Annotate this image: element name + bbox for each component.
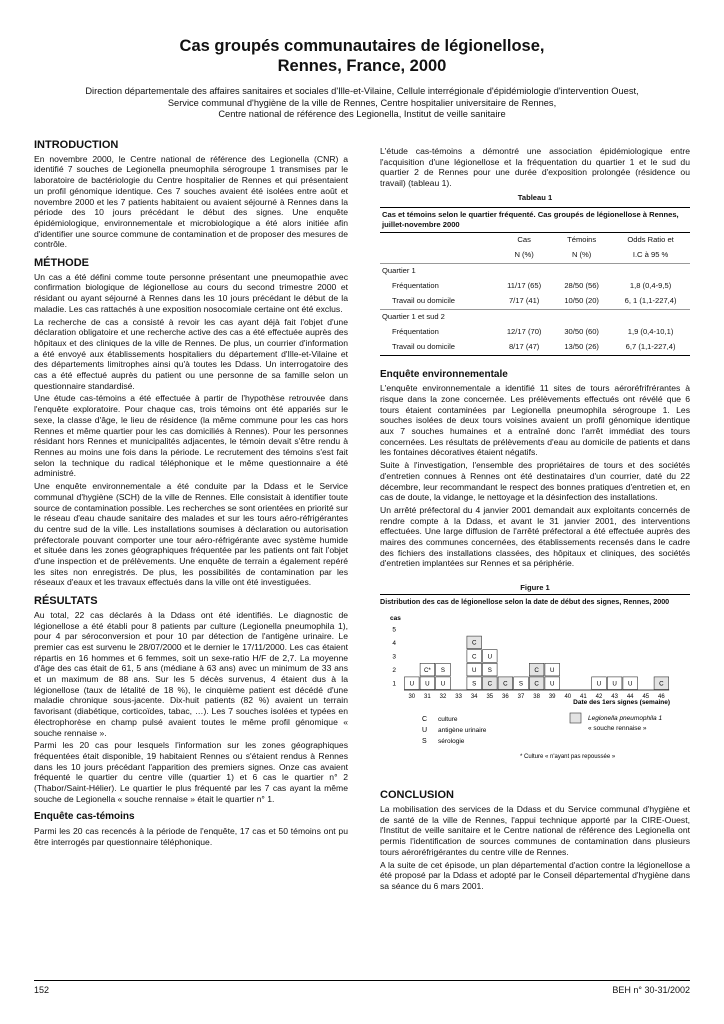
page-number: 152 (34, 985, 50, 995)
x-tick-label: 37 (517, 693, 525, 700)
x-tick-label: 33 (455, 693, 462, 700)
affiliation-line: Service communal d'hygiène de la ville de Rennes, Centre hospitalier universitaire de Rennes, (167, 97, 557, 108)
x-tick-label: 39 (548, 693, 556, 700)
right-intro-paragraph: L'étude cas-témoins a démontré une association épidémiologique entre l'acquisition d'une légionellose et la fréquentation du quartier 1 et le sud du quartier 2 de Rennes pour une durée d'exposition prolongée (résidence ou travail) (tableau 1). (380, 146, 690, 189)
legend-label: culture (438, 715, 458, 723)
table-caption: Tableau 1 (517, 192, 553, 202)
case-box-label: C (503, 680, 508, 688)
table-row: Fréquentation 11/17 (65) 28/50 (56) 1,8 (0,4-9,5) (392, 280, 672, 290)
case-box-label: U (471, 666, 477, 674)
intro-paragraph: En novembre 2000, le Centre national de référence des Legionella (CNR) a identifié 7 souches de Legionella pneumophila sérogroupe 1 transmises par le laboratoire de bactériologie du Centre hospitalier de Rennes et qui présentaient un profil génomique identique. Ces 7 souches avaient été isolées entre août et novembre 2000 et les 7 patients habitaient ou avaient séjourné à Rennes dans la période des 10 jours précédant le début des signes. Une enquête épidémiologique, environnementale et microbiologique a été alors initiée afin d'identifier une source commune de contamination et de proposer des mesures de contrôle. (34, 153, 348, 250)
y-tick-label: 4 (392, 639, 396, 647)
x-tick-label: 42 (595, 693, 603, 700)
legend-highlight-swatch (570, 713, 581, 723)
y-tick-label: 5 (392, 625, 396, 633)
y-tick-label: 3 (392, 653, 396, 661)
x-tick-label: 41 (580, 693, 587, 700)
case-box-label: C (471, 652, 477, 660)
y-tick-label: 1 (392, 680, 396, 688)
table-col-head: Témoins (567, 234, 597, 244)
left-column (34, 140, 348, 850)
case-box-label: S (472, 680, 477, 688)
legend-highlight-label: Legionella pneumophila 1 (588, 714, 663, 722)
table-col-head: Odds Ratio et (627, 234, 674, 244)
case-box-label: U (487, 652, 493, 660)
figure-caption: Figure 1 (520, 583, 550, 593)
epidemic-curve-chart (380, 610, 690, 788)
case-box-label: C (487, 680, 493, 688)
page-title (0, 36, 724, 76)
conclusion-heading: CONCLUSION (380, 789, 454, 802)
x-tick-label: 34 (470, 693, 478, 700)
table-row: Fréquentation 12/17 (70) 30/50 (60) 1,9 (0,4-10,1) (392, 326, 674, 336)
case-box-label: C (471, 639, 477, 647)
enquete-ct-paragraph: Parmi les 20 cas recencés à la période de l'enquête, 17 cas et 50 témoins ont pu être interrogés par questionnaire téléphonique. (34, 826, 348, 847)
table-col-sub: I.C à 95 % (632, 249, 669, 259)
title-line-2: Rennes, France, 2000 (277, 57, 447, 75)
enquete-env-paragraph: Un arrêté préfectoral du 4 janvier 2001 demandait aux exploitants concernés de rendre compte à la Ddass, et avant le 31 janvier 2001, des interventions effectuées. Une large diffusion de l'arrêté préfectoral a été effectuée auprès des maires des communes concernées, des établissements recensés dans le cadre des fichiers des installations classées, des hôpitaux et cliniques, des sociétés d'entretien implantées sur Rennes et sa périphérie. (380, 504, 690, 569)
table-group-label: Quartier 1 (380, 263, 690, 279)
enquete-env-heading: Enquête environnementale (380, 368, 508, 380)
methode-paragraph: Une enquête environnementale a été conduite par la Ddass et le Service communal d'hygiène (SCH) de la ville de Rennes. Elle consistait à identifier toute source de contamination possible. Les recherches se sont orientées en priorité sur le réseau d'eau chaude sanitaire des malades et sur les tours aéro-réfrigérantes du centre sud de la ville. Les installations soumises à déclaration ou autorisation préfectorale pouvant comporter une tour aéro-réfrigérante avec système humide et située dans les zones géographiques fréquentée par les patients ont fait l'objet d'une inspection et de prélèvements. Une enquête de terrain a également repéré les sites non enregistrés. De plus, les possibilités de contamination par les réseaux d'eaux et les travaux effectués dans la ville ont été investiguées. (34, 481, 348, 588)
x-tick-label: 35 (486, 693, 494, 700)
case-box-label: C* (423, 666, 431, 674)
case-box-label: C (534, 666, 539, 674)
x-tick-label: 45 (642, 693, 650, 700)
x-tick-label: 30 (408, 693, 416, 700)
legend-label: sérologie (438, 737, 465, 745)
case-box-label: S (518, 680, 524, 688)
affiliation-line: Direction départementale des affaires sanitaires et sociales d'Ille-et-Vilaine, Cellule interrégionale d'épidémiologie d'intervention Ouest, (85, 86, 639, 96)
methode-paragraph: La recherche de cas a consisté à revoir les cas ayant déjà fait l'objet d'une déclaration obligatoire et une recherche active des cas a été effectuée auprès des hôpitaux et des cliniques de la ville de Rennes. De plus, un courrier d'information a été envoyé aux établissements hospitaliers du département d'Ille-et-Vilaine et des départements limitrophes ainsi qu'à toutes les Ddass. Un interrogatoire des cas a été effectué auprès du patient ou une personne de sa famille selon un questionnaire standardisé. (34, 316, 348, 391)
legend-code: U (422, 726, 428, 734)
x-axis-label: Date des 1ers signes (semaine) (573, 698, 670, 706)
case-box-label: C (534, 680, 539, 688)
journal-reference: BEH n° 30-31/2002 (612, 985, 690, 995)
enquete-env-paragraph: L'enquête environnementale a identifié 11 sites de tours aéroréfrifrérantes à risque dans la zone concernée. Les prélèvements effectués ont révélé que 6 tours étaient contaminées par Legionella pneumophila sérogroupe 1. Les souches isolées de deux tours voisines avaient un profil génomique identique aux 7 souches humaines et a entraîné donc l'arrêt immédiat des tours concernées. Les résultats de prélèvements d'eau au domicile de patients et dans les fontaines décoratives étaient négatifs. (380, 383, 690, 458)
table-col-sub: N (%) (514, 249, 534, 259)
case-box-label: U (627, 680, 633, 688)
methode-paragraph: Une étude cas-témoins a été effectuée à partir de l'hypothèse retrouvée dans l'enquête exploratoire. Pour chaque cas, trois témoins ont été appariés sur le sexe, la classe d'âge, le lieu de résidence (la même commune pour les cas hors Rennes et même quartier pour les cas domiciliés à Rennes). Pour les personnes résidant hors Rennes et municipalités adjacentes, le témoin devait s'être rendu à Rennes au moins une fois dans la période. Le recrutement des témoins s'est fait selon la technique du radical téléphonique et le même questionnaire a été administré. (34, 393, 348, 479)
methode-paragraph: Un cas a été défini comme toute personne présentant une pneumopathie avec confirmation biologique de légionellose au cours du second trimestre 2000 et résidant ou ayant séjourné à Rennes dans les 10 jours précédant le début de la maladie. Les cas rattachés à une exposition nosocomiale certaine ont été exclus. (34, 271, 348, 314)
legend-label: antigène urinaire (438, 726, 487, 734)
conclusion-paragraph: La mobilisation des services de la Ddass et du Service communal d'hygiène et de santé de la ville de Rennes, l'appui technique apporté par la CIRE-Ouest, l'Institut de veille sanitaire et le Centre national de référence des Legionella ont permis l'identification de sources communes de contamination dans plusieurs tours aéroréfrigérantes du centre ville de Rennes. (380, 803, 690, 857)
case-box-label: U (409, 680, 415, 688)
conclusion-paragraph: A la suite de cet épisode, un plan départemental d'action contre la légionellose a été proposé par la Ddass et adopté par le Conseil départemental d'hygiène dans sa séance du 6 mars 2001. (380, 859, 690, 891)
title-line-1: Cas groupés communautaires de légionellose, (179, 37, 545, 55)
affiliations (30, 86, 694, 121)
legend-code: S (422, 737, 427, 745)
table-col-head: Cas (517, 234, 531, 244)
x-tick-label: 36 (502, 693, 509, 700)
intro-heading: INTRODUCTION (34, 139, 119, 151)
x-tick-label: 32 (439, 693, 447, 700)
enquete-ct-heading: Enquête cas-témoins (34, 811, 135, 823)
x-tick-label: 46 (658, 693, 665, 700)
x-tick-label: 43 (611, 693, 618, 700)
case-box-label: S (487, 666, 492, 674)
affiliation-line: Centre national de référence des Legionella, Institut de veille sanitaire (218, 109, 506, 119)
table-col-sub: N (%) (571, 249, 592, 259)
legend-highlight-label: « souche rennaise » (588, 724, 647, 732)
case-box-label: C (659, 680, 664, 688)
x-tick-label: 31 (424, 693, 431, 700)
enquete-env-paragraph: Suite à l'investigation, l'ensemble des propriétaires de tours et des sociétés d'entretien connues à Rennes ont été destinataires d'un courrier, daté du 22 décembre, leur recommandant le respect des bonnes pratiques d'entretien et, en cas de doute, la vidange, le nettoyage et la désinfection des installations. (380, 460, 690, 503)
case-box-label: U (596, 680, 602, 688)
figure-title: Distribution des cas de légionellose selon la date de début des signes, Rennes, 2000 (380, 594, 690, 610)
case-box-label: U (612, 680, 617, 688)
case-box-label: U (549, 666, 555, 674)
y-tick-label: 2 (392, 666, 396, 674)
x-tick-label: 40 (564, 693, 572, 700)
resultats-paragraph: Au total, 22 cas déclarés à la Ddass ont été identifiés. Le diagnostic de légionellose a été établi pour 8 patients par culture (Legionella pneumophila 1), pour 4 par séroconversion et pour 10 par détection de l'antigène urinaire. Le premier cas est survenu le 28/07/2000 et le dernier le 17/11/2000. Les cas étaient répartis en 16 hommes et 6 femmes, soit un sexe-ratio H/F de 2,7. La moyenne d'âge des cas était de 61, 5 ans (médiane à 63 ans) avec un minimum de 33 ans et un maximum de 88 ans. Sur les 5 décès survenus, 4 étaient dus à la légionellose (taux de létalité de 18 %), le cinquième patient est décédé d'une maladie chronique sous-jacente. Dix-huit patients (82 %) avaient un terrain favorisant (diabétique, corticoïdes, tabac, …). Les 7 souches isolées et typées en électrophorèse en champ pulsé avaient toutes le même profil génomique « souche rennaise ». (34, 609, 348, 738)
table-group-label: Quartier 1 et sud 2 (380, 309, 690, 325)
table-title: Cas et témoins selon le quartier fréquenté. Cas groupés de légionellose à Rennes, juillet-novembre 2000 (380, 207, 690, 232)
figure-1 (380, 583, 690, 790)
case-box-label: S (440, 666, 446, 674)
table-1 (380, 207, 690, 356)
resultats-paragraph: Parmi les 20 cas pour lesquels l'information sur les zones géographiques fréquentées était disponible, 19 habitaient Rennes ou s'étaient rendus à Rennes dans les 10 jours précédant l'apparition des premiers signes. Onze cas avaient fréquenté le quartier du centre ville (quartier 1) et 6 cas le quartier n° 2 (Thabor/Saint-Hélier). Le quartier le plus fréquenté par les 7 cas ayant la même souche de Legionella « souche rennaise » était le quartier n° 1. (34, 740, 348, 804)
case-box-label: U (549, 680, 555, 688)
resultats-heading: RÉSULTATS (34, 595, 98, 608)
legend-code: C (422, 715, 428, 723)
right-column (380, 146, 690, 894)
case-box-label: U (440, 680, 446, 688)
methode-heading: MÉTHODE (34, 257, 89, 270)
legend (422, 713, 662, 745)
figure-footnote: * Culture « n'ayant pas repoussée » (520, 753, 616, 760)
y-axis-label: cas (390, 614, 401, 622)
x-tick-label: 44 (626, 693, 634, 700)
table-row: Travail ou domicile 8/17 (47) 13/50 (26) 6,7 (1,1-227,4) (380, 340, 690, 356)
case-box-label: U (425, 680, 430, 688)
x-tick-label: 38 (533, 693, 540, 700)
page-footer (34, 980, 690, 995)
table-row: Travail ou domicile 7/17 (41) 10/50 (20) 6, 1 (1,1-227,4) (392, 295, 677, 305)
